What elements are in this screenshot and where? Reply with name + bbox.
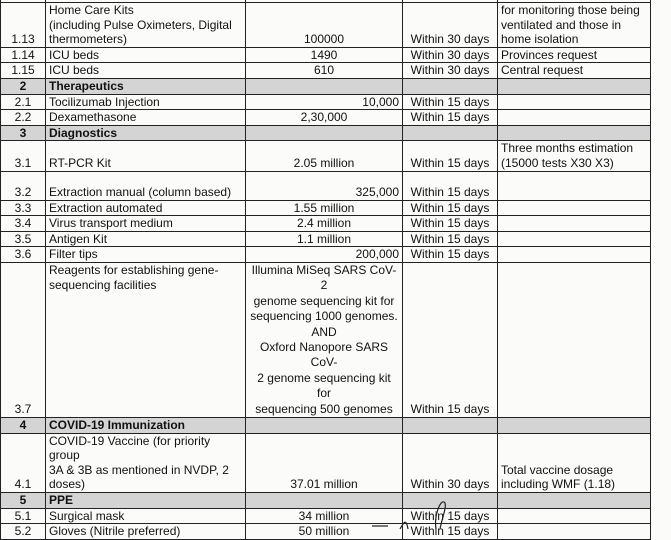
remarks-cell bbox=[498, 200, 651, 216]
timeline-cell: Within 15 days bbox=[403, 524, 498, 540]
quantity-cell: 610 bbox=[246, 63, 403, 79]
remarks-cell bbox=[498, 231, 651, 247]
section-number: 2 bbox=[1, 78, 46, 94]
timeline-cell: Within 30 days bbox=[403, 3, 498, 48]
remarks-cell: Provinces request bbox=[498, 47, 651, 63]
quantity-cell: 2.05 million bbox=[246, 141, 403, 171]
timeline-cell: Within 15 days bbox=[403, 216, 498, 232]
item-cell: Dexamethasone bbox=[46, 110, 246, 126]
row-number: 4.1 bbox=[1, 433, 46, 492]
item-cell: Antigen Kit bbox=[46, 231, 246, 247]
remarks-cell: Three months estimation (15000 tests X30 X3) bbox=[498, 141, 651, 171]
timeline-cell: Within 15 days bbox=[403, 247, 498, 263]
table-row bbox=[1, 508, 651, 524]
table-row bbox=[1, 524, 651, 540]
table-row bbox=[1, 94, 651, 110]
item-cell: COVID-19 Vaccine (for priority group 3A & 3B as mentioned in NVDP, 2 doses) bbox=[46, 433, 246, 492]
row-number: 3.5 bbox=[1, 231, 46, 247]
timeline-cell: Within 15 days bbox=[403, 110, 498, 126]
section-title: COVID-19 Immunization bbox=[46, 417, 246, 433]
row-number: 5.2 bbox=[1, 524, 46, 540]
remarks-cell bbox=[498, 508, 651, 524]
item-cell: ICU beds bbox=[46, 47, 246, 63]
item-cell: Tocilizumab Injection bbox=[46, 94, 246, 110]
row-number: 2.1 bbox=[1, 94, 46, 110]
table-row bbox=[1, 433, 651, 492]
remarks-cell bbox=[498, 262, 651, 417]
section-header-row bbox=[1, 125, 651, 141]
row-number: 5.1 bbox=[1, 508, 46, 524]
item-cell: Virus transport medium bbox=[46, 216, 246, 232]
remarks-cell bbox=[498, 171, 651, 200]
row-number: 1.15 bbox=[1, 63, 46, 79]
timeline-cell: Within 15 days bbox=[403, 171, 498, 200]
item-cell: Surgical mask bbox=[46, 508, 246, 524]
row-number: 3.4 bbox=[1, 216, 46, 232]
row-number: 3.1 bbox=[1, 141, 46, 171]
quantity-cell: 2.4 million bbox=[246, 216, 403, 232]
quantity-cell: Illumina MiSeq SARS CoV-2 genome sequencing kit for sequencing 1000 genomes. AND Oxford Nanopore SARS CoV- 2 genome sequencing kit for sequencing 500 genomes bbox=[246, 262, 403, 417]
remarks-cell bbox=[498, 110, 651, 126]
quantity-cell: 325,000 bbox=[246, 171, 403, 200]
row-number: 1.14 bbox=[1, 47, 46, 63]
quantity-cell: 1490 bbox=[246, 47, 403, 63]
timeline-cell: Within 30 days bbox=[403, 47, 498, 63]
section-number: 3 bbox=[1, 125, 46, 141]
timeline-cell: Within 30 days bbox=[403, 433, 498, 492]
item-cell: Extraction automated bbox=[46, 200, 246, 216]
table-row bbox=[1, 231, 651, 247]
remarks-cell: Total vaccine dosage including WMF (1.18) bbox=[498, 433, 651, 492]
remarks-cell: for monitoring those being ventilated and those in home isolation bbox=[498, 3, 651, 48]
item-cell: RT-PCR Kit bbox=[46, 141, 246, 171]
item-cell: Filter tips bbox=[46, 247, 246, 263]
section-title: PPE bbox=[46, 492, 246, 508]
section-number: 5 bbox=[1, 492, 46, 508]
section-header-row bbox=[1, 417, 651, 433]
section-title: Therapeutics bbox=[46, 78, 246, 94]
item-cell: Extraction manual (column based) bbox=[46, 171, 246, 200]
table-row bbox=[1, 63, 651, 79]
remarks-cell bbox=[498, 94, 651, 110]
item-cell: Home Care Kits (including Pulse Oximeters, Digital thermometers) bbox=[46, 3, 246, 48]
row-number: 3.7 bbox=[1, 262, 46, 417]
timeline-cell: Within 15 days bbox=[403, 94, 498, 110]
row-number: 2.2 bbox=[1, 110, 46, 126]
row-number: 1.13 bbox=[1, 3, 46, 48]
table-row bbox=[1, 200, 651, 216]
section-number: 4 bbox=[1, 417, 46, 433]
timeline-cell: Within 15 days bbox=[403, 200, 498, 216]
timeline-cell: Within 15 days bbox=[403, 231, 498, 247]
table-row bbox=[1, 110, 651, 126]
row-number: 3.2 bbox=[1, 171, 46, 200]
quantity-cell: 50 million bbox=[246, 524, 403, 540]
remarks-cell bbox=[498, 247, 651, 263]
remarks-cell bbox=[498, 216, 651, 232]
remarks-cell: Central request bbox=[498, 63, 651, 79]
table-row bbox=[1, 247, 651, 263]
item-cell: Gloves (Nitrile preferred) bbox=[46, 524, 246, 540]
signature-mark bbox=[370, 496, 460, 530]
table-row bbox=[1, 262, 651, 417]
quantity-cell: 100000 bbox=[246, 3, 403, 48]
table-row bbox=[1, 3, 651, 48]
quantity-cell: 10,000 bbox=[246, 94, 403, 110]
quantity-cell: 37.01 million bbox=[246, 433, 403, 492]
section-header-row bbox=[1, 492, 651, 508]
row-number: 3.6 bbox=[1, 247, 46, 263]
quantity-cell: 200,000 bbox=[246, 247, 403, 263]
row-number: 3.3 bbox=[1, 200, 46, 216]
table-row bbox=[1, 216, 651, 232]
remarks-cell bbox=[498, 524, 651, 540]
item-cell: Reagents for establishing gene- sequencing facilities bbox=[46, 262, 246, 417]
quantity-cell: 1.1 million bbox=[246, 231, 403, 247]
timeline-cell: Within 30 days bbox=[403, 63, 498, 79]
section-title: Diagnostics bbox=[46, 125, 246, 141]
item-cell: ICU beds bbox=[46, 63, 246, 79]
quantity-cell: 1.55 million bbox=[246, 200, 403, 216]
quantity-cell: 2,30,000 bbox=[246, 110, 403, 126]
section-header-row bbox=[1, 78, 651, 94]
timeline-cell: Within 15 days bbox=[403, 141, 498, 171]
timeline-cell: Within 15 days bbox=[403, 262, 498, 417]
quantity-cell: 34 million bbox=[246, 508, 403, 524]
timeline-cell: Within 15 days bbox=[403, 508, 498, 524]
table-row bbox=[1, 171, 651, 200]
table-row bbox=[1, 47, 651, 63]
table-row bbox=[1, 141, 651, 171]
